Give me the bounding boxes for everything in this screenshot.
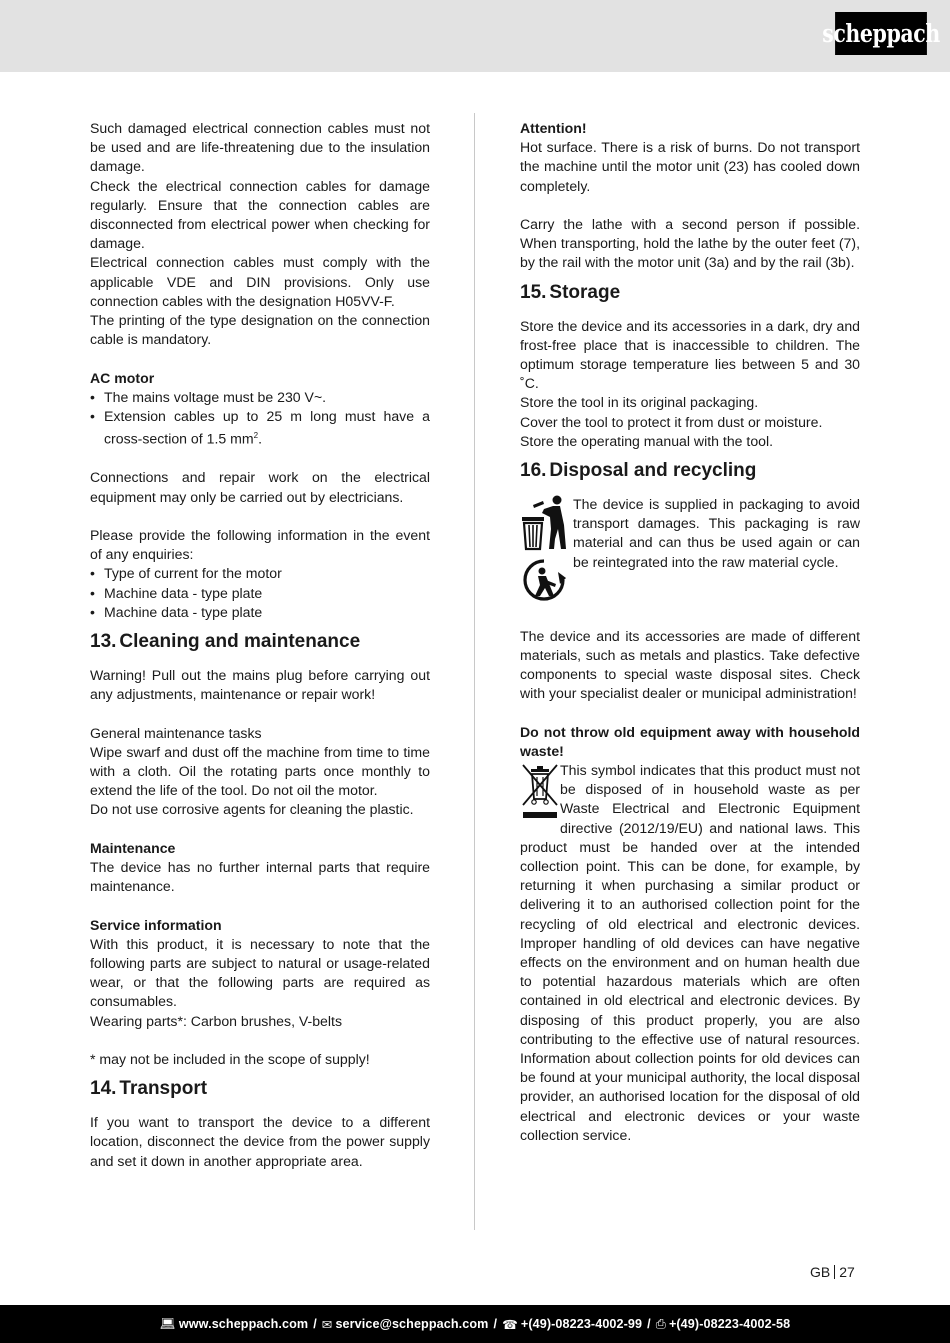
crossed-out-bin-icon (520, 763, 560, 823)
paragraph: Electrical connection cables must comply with the applicable VDE and DIN provisions. Only use connection cables with the designation H05VV-F. (90, 254, 430, 309)
page-header (0, 0, 950, 72)
household-waste-heading: Do not throw old equipment away with household waste! (520, 723, 860, 759)
list-item: • The mains voltage must be 230 V~. (90, 388, 430, 407)
paragraph: Warning! Pull out the mains plug before carrying out any adjustments, maintenance or repair work! (90, 666, 430, 703)
tidyman-bin-icon (520, 495, 568, 553)
paragraph: Store the operating manual with the tool. (520, 432, 774, 449)
recycling-icons (520, 495, 573, 607)
paragraph: Check the electrical connection cables for damage regularly. Ensure that the connection cables are disconnected from electrical power when checking for damage. (90, 177, 430, 252)
service-heading: Service information (90, 916, 222, 933)
paragraph: If you want to transport the device to a different location, disconnect the device from the power supply and set it down in another appropriate area. (90, 1114, 430, 1169)
paragraph: The device and its accessories are made of different materials, such as metals and plastics. Take defective components to special waste disposal sites. Check with your specialist dealer or municipal administration! (520, 627, 860, 702)
list-item: • Type of current for the motor (90, 564, 430, 583)
list-item: • Extension cables up to 25 m long must have a cross-section of 1.5 $mm^2$. (90, 407, 430, 449)
paragraph: Do not use corrosive agents for cleaning the plastic. (90, 801, 414, 818)
scheppach-logo: scheppach (835, 12, 927, 55)
footer-phone: +(49)-08223-4002-99 (520, 1317, 643, 1331)
paragraph: Wearing parts*: Carbon brushes, V-belts (90, 1012, 342, 1029)
section-heading-storage: 15. Storage (520, 281, 621, 303)
footer-email[interactable]: service@scheppach.com (335, 1317, 489, 1331)
enquiry-list (90, 564, 430, 622)
maintenance-heading: Maintenance (90, 839, 176, 856)
packaging-block (520, 495, 860, 607)
footer-fax: +(49)-08223-4002-58 (668, 1317, 791, 1331)
page-footer: 💻︎ www.scheppach.com / ✉︎ service@scheppach.com / ☎ +(49)-08223-4002-99 / ⎙ +(49)-08223-4002-58 (0, 1305, 950, 1343)
paragraph: Wipe swarf and dust off the machine from time to time with a cloth. Oil the rotating parts once monthly to extend the life of the tool. Do not oil the motor. (90, 743, 430, 799)
list-item: • Machine data - type plate (90, 584, 430, 603)
mail-icon: ✉︎ (321, 1317, 333, 1332)
section-heading-disposal: 16. Disposal and recycling (520, 460, 757, 482)
paragraph: Store the device and its accessories in a dark, dry and frost-free place that is inaccessible to children. The optimum storage temperature lies between 5 and 30 ˚C. (520, 317, 860, 392)
section-heading-cleaning: 13. Cleaning and maintenance (90, 630, 361, 652)
column-divider (474, 113, 475, 1230)
footer-website[interactable]: www.scheppach.com (178, 1317, 309, 1331)
paragraph: With this product, it is necessary to note that the following parts are subject to natural or usage-related wear, or that the following parts are required as consumables. (90, 935, 430, 1010)
attention-heading: Attention! (520, 120, 587, 136)
paragraph: The device is supplied in packaging to avoid transport damages. This packaging is raw material and can thus be used again or can be reintegrated into the raw material cycle. (573, 496, 860, 570)
recycling-icon (520, 558, 568, 602)
paragraph: Cover the tool to protect it from dust or moisture. (520, 413, 823, 430)
fax-icon: ⎙ (655, 1316, 666, 1331)
paragraph: Hot surface. There is a risk of burns. Do not transport the machine until the motor unit (23) has cooled down completely. (520, 139, 860, 194)
paragraph: Store the tool in its original packaging. (520, 394, 759, 411)
phone-icon: ☎ (502, 1317, 518, 1332)
footnote: * may not be included in the scope of supply! (90, 1050, 370, 1067)
page-number: GB 27 (810, 1264, 855, 1280)
ac-motor-list (90, 388, 430, 449)
ac-motor-heading: AC motor (90, 369, 155, 386)
paragraph: The printing of the type designation on the connection cable is mandatory. (90, 312, 430, 348)
paragraph: General maintenance tasks (90, 724, 262, 741)
paragraph: The device has no further internal parts that require maintenance. (90, 858, 430, 895)
weee-block (520, 761, 860, 1145)
paragraph: Carry the lathe with a second person if possible. When transporting, hold the lathe by the outer feet (7), by the rail with the motor unit (3a) and by the rail (3b). (520, 216, 860, 271)
section-heading-transport: 14. Transport (90, 1078, 208, 1100)
right-column (520, 119, 860, 1145)
paragraph: This symbol indicates that this product must not be disposed of in household waste as per Waste Electrical and Electronic Equipment directive (2012/19/EU) and national laws. This product must be handed over at the intended collection point. This can be done, for example, by returning it when purchasing a similar product or delivering it to an authorised collection point for the recycling of old electrical and electronic devices. Improper handling of old devices can have negative effects on the environment and on human health due to potential hazardous materials which are often contained in old electrical and electronic devices. By disposing of this product properly, you are also contributing to the effective use of natural resources. Information about collection points for old devices can be found at your municipal authority, the local disposal provider, an authorised location for the disposal of old electrical and electronic devices or your waste collection service. (520, 762, 860, 1143)
paragraph: Such damaged electrical connection cables must not be used and are life-threatening due to the insulation damage. (90, 120, 430, 175)
paragraph: Please provide the following information in the event of any enquiries: (90, 526, 430, 563)
left-column (90, 119, 430, 1171)
paragraph: Connections and repair work on the electrical equipment may only be carried out by electricians. (90, 469, 430, 505)
list-item: • Machine data - type plate (90, 603, 430, 622)
computer-icon: 💻︎ (159, 1316, 176, 1331)
